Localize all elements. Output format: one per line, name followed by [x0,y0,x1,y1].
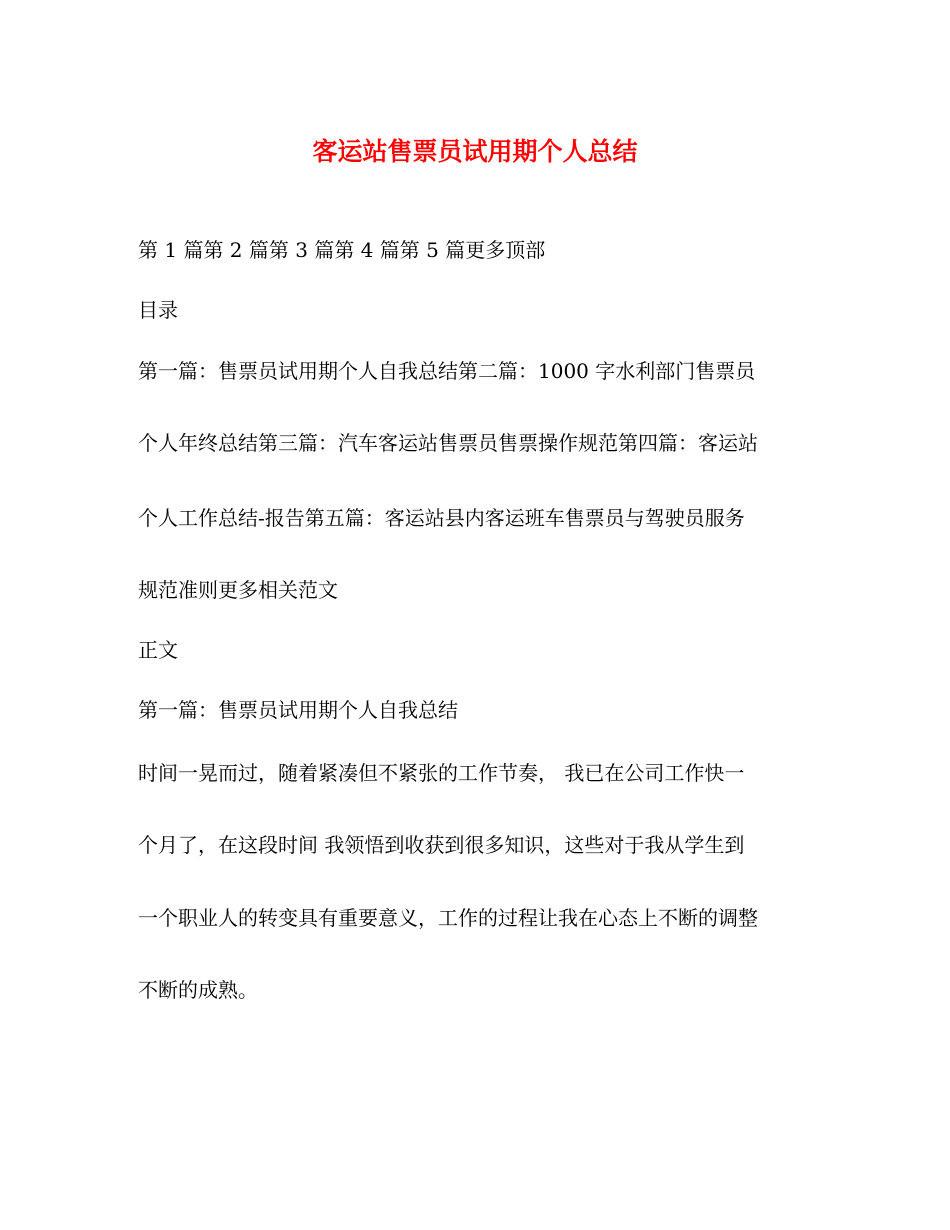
article-nav-line: 第 1 篇第 2 篇第 3 篇第 4 篇第 5 篇更多顶部 [138,238,546,262]
toc-heading: 目录 [138,298,178,322]
document-title: 客运站售票员试用期个人总结 [312,137,638,166]
toc-line: 个人工作总结-报告第五篇：客运站县内客运班车售票员与驾驶员服务 [138,506,745,530]
paragraph-line: 个月了，在这段时间 我领悟到收获到很多知识，这些对于我从学生到 [138,833,745,857]
body-heading: 正文 [138,638,178,662]
toc-line: 第一篇：售票员试用期个人自我总结第二篇：1000 字水利部门售票员 [138,359,756,383]
paragraph-line: 时间一晃而过，随着紧凑但不紧张的工作节奏， 我已在公司工作快一 [138,761,745,785]
section-title: 第一篇：售票员试用期个人自我总结 [138,698,458,722]
toc-line: 规范准则更多相关范文 [138,578,338,602]
paragraph-line: 不断的成熟。 [138,978,258,1002]
paragraph-line: 一个职业人的转变具有重要意义，工作的过程让我在心态上不断的调整 [138,906,758,930]
toc-line: 个人年终总结第三篇：汽车客运站售票员售票操作规范第四篇：客运站 [138,431,758,455]
